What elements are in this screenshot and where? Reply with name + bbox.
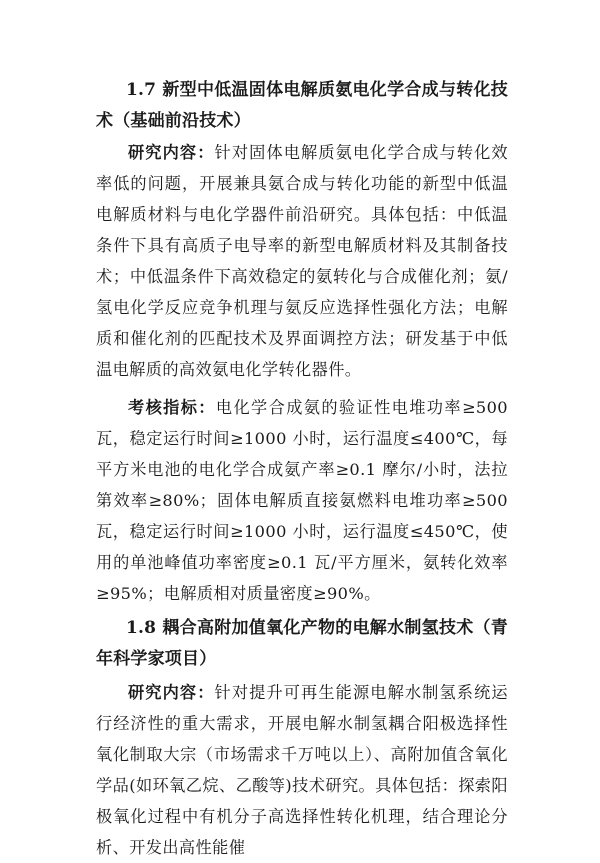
- assessment-metrics-text: 电化学合成氨的验证性电堆功率≥500 瓦，稳定运行时间≥1000 小时，运行温度≤400℃，每平方米电池的电化学合成氨产率≥0.1 摩尔/小时，法拉第效率≥80%；固体电解质直接氨燃料电堆功率≥500 瓦，稳定运行时间≥1000 小时，运行温度≤450℃，使用的单池峰值功率密度≥0.1 瓦/平方厘米，氨转化效率≥95%；电解质相对质量密度≥90%。: [96, 398, 509, 603]
- research-content-paragraph-1-8: [96, 677, 508, 863]
- assessment-metrics-label: 考核指标：: [128, 398, 216, 417]
- research-content-text: 针对固体电解质氨电化学合成与转化效率低的问题，开展兼具氨合成与转化功能的新型中低温电解质材料与电化学器件前沿研究。具体包括：中低温条件下具有高质子电导率的新型电解质材料及其制备技术；中低温条件下高效稳定的氨转化与合成催化剂；氨/氢电化学反应竞争机理与氨反应选择性强化方法；电解质和催化剂的匹配技术及界面调控方法；研发基于中低温电解质的高效氨电化学转化器件。: [96, 143, 508, 379]
- section-heading-1-8: 1.8 耦合高附加值氧化产物的电解水制氢技术（青年科学家项目）: [96, 618, 508, 669]
- research-content-text: 针对提升可再生能源电解水制氢系统运行经济性的重大需求，开展电解水制氢耦合阳极选择性氧化制取大宗（市场需求千万吨以上）、高附加值含氧化学品(如环氧乙烷、乙酸等)技术研究。具体包括：探索阳极氧化过程中有机分子高选择性转化机理，结合理论分析、开发出高性能催: [96, 683, 508, 857]
- research-content-label: 研究内容：: [128, 143, 215, 162]
- section-heading-1-7: 1.7 新型中低温固体电解质氨电化学合成与转化技术（基础前沿技术）: [96, 80, 508, 131]
- assessment-metrics-paragraph-1-7: [96, 392, 508, 609]
- research-content-paragraph-1-7: [96, 137, 508, 385]
- research-content-label: 研究内容：: [128, 683, 215, 702]
